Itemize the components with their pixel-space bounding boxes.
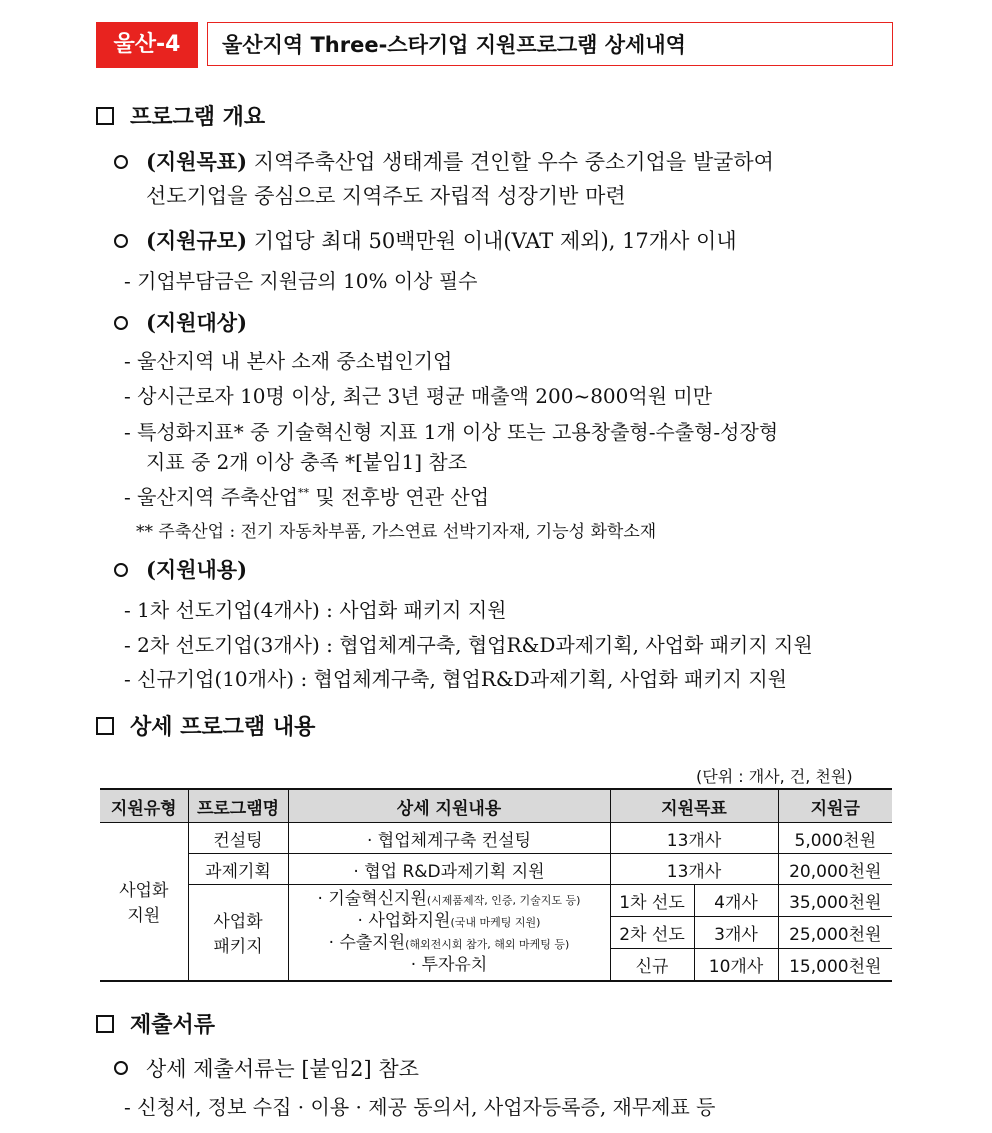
- detail-main: · 수출지원: [328, 933, 406, 954]
- circle-bullet-icon: [114, 234, 128, 248]
- content-text: 2차 선도기업(3개사) : 협업체계구축, 협업R&D과제기획, 사업화 패키지 지원: [137, 633, 813, 657]
- target-text: 상시근로자 10명 이상, 최근 3년 평균 매출액 200~800억원 미만: [137, 384, 713, 408]
- unit-note: (단위 : 개사, 건, 천원): [696, 767, 853, 786]
- count-cell: 3개사: [694, 917, 778, 949]
- section-tag: 울산-4: [96, 22, 198, 68]
- scale-line: [146, 225, 737, 255]
- col-header: 지원목표: [610, 789, 778, 823]
- col-header: 지원유형: [100, 789, 188, 823]
- stage-cell: 2차 선도: [610, 917, 694, 949]
- detail-sub: (시제품제작, 인증, 기술지도 등): [426, 894, 581, 908]
- documents-sub-item: - 신청서, 정보 수집 · 이용 · 제공 동의서, 사업자등록증, 재무제표 등: [124, 1095, 716, 1119]
- content-text: 신규기업(10개사) : 협업체계구축, 협업R&D과제기획, 사업화 패키지 지원: [137, 667, 787, 691]
- goal-line-2: 선도기업을 중심으로 지역주도 자립적 성장기반 마련: [146, 184, 626, 208]
- col-header: 상세 지원내용: [288, 789, 610, 823]
- scale-sub-item: - 기업부담금은 지원금의 10% 이상 필수: [124, 269, 478, 293]
- target-label: (지원대상): [146, 310, 248, 335]
- col-header: 프로그램명: [188, 789, 288, 823]
- package-detail-item: [289, 955, 610, 975]
- detail-heading-text: 상세 프로그램 내용: [130, 715, 316, 740]
- detail-sub: (해외전시회 참가, 해외 마케팅 등): [405, 938, 570, 952]
- documents-item: 상세 제출서류는 [붙임2] 참조: [146, 1057, 419, 1081]
- content-item: - 2차 선도기업(3개사) : 협업체계구축, 협업R&D과제기획, 사업화 패키지 지원: [124, 633, 813, 657]
- checkbox-square-icon: [96, 1015, 114, 1033]
- target-item: - 울산지역 내 본사 소재 중소법인기업: [124, 349, 453, 373]
- documents-heading-text: 제출서류: [130, 1013, 216, 1038]
- documents-heading: [96, 1008, 215, 1039]
- overview-heading: [96, 100, 265, 131]
- circle-bullet-icon: [114, 563, 128, 577]
- circle-bullet-icon: [114, 1061, 128, 1075]
- target-text: 특성화지표* 중 기술혁신형 지표 1개 이상 또는 고용창출형-수출형-성장형: [137, 420, 779, 444]
- target-cell: 13개사: [610, 823, 778, 854]
- page-title: 울산지역 Three-스타기업 지원프로그램 상세내역: [207, 22, 893, 66]
- detail-main: · 투자유치: [410, 955, 488, 976]
- scale-label: (지원규모): [146, 228, 248, 253]
- content-item: - 1차 선도기업(4개사) : 사업화 패키지 지원: [124, 598, 507, 622]
- table-row: [100, 854, 892, 885]
- type-cell: [100, 823, 188, 981]
- detail-sub: (국내 마케팅 지원): [450, 916, 541, 930]
- stage-cell: 신규: [610, 949, 694, 981]
- target-text: 및 전후방 연관 산업: [315, 485, 490, 509]
- amount-cell: 25,000천원: [778, 917, 892, 949]
- detail-heading: [96, 710, 315, 741]
- program-line: 사업화: [213, 912, 263, 933]
- type-line: 지원: [127, 906, 161, 927]
- goal-label: (지원목표): [146, 149, 248, 174]
- circle-bullet-icon: [114, 316, 128, 330]
- amount-cell: 20,000천원: [778, 854, 892, 885]
- target-cell: 13개사: [610, 854, 778, 885]
- package-detail-item: [289, 933, 610, 955]
- documents-sub-text: 신청서, 정보 수집 · 이용 · 제공 동의서, 사업자등록증, 재무제표 등: [137, 1095, 716, 1119]
- program-line: 패키지: [213, 937, 263, 958]
- amount-cell: 15,000천원: [778, 949, 892, 981]
- target-item: - 특성화지표* 중 기술혁신형 지표 1개 이상 또는 고용창출형-수출형-성장형: [124, 420, 779, 444]
- package-detail-cell: [288, 885, 610, 981]
- table-header-row: [100, 789, 892, 823]
- content-item: - 신규기업(10개사) : 협업체계구축, 협업R&D과제기획, 사업화 패키지 지원: [124, 667, 787, 691]
- footnote-mark: **: [298, 486, 310, 500]
- goal-text-1: 지역주축산업 생태계를 견인할 우수 중소기업을 발굴하여: [253, 150, 774, 174]
- count-cell: 4개사: [694, 885, 778, 917]
- package-detail-item: [289, 889, 610, 911]
- program-cell: [188, 885, 288, 981]
- content-text: 1차 선도기업(4개사) : 사업화 패키지 지원: [137, 598, 507, 622]
- circle-bullet-icon: [114, 155, 128, 169]
- scale-text: 기업당 최대 50백만원 이내(VAT 제외), 17개사 이내: [253, 229, 737, 253]
- detail-cell: · 협업체계구축 컨설팅: [288, 823, 610, 854]
- checkbox-square-icon: [96, 107, 114, 125]
- package-detail-item: [289, 911, 610, 933]
- program-cell: 컨설팅: [188, 823, 288, 854]
- col-header: 지원금: [778, 789, 892, 823]
- overview-heading-text: 프로그램 개요: [130, 105, 266, 130]
- detail-cell: · 협업 R&D과제기획 지원: [288, 854, 610, 885]
- target-note: ** 주축산업 : 전기 자동차부품, 가스연료 선박기자재, 기능성 화학소재: [136, 522, 657, 542]
- table-row: [100, 885, 892, 917]
- content-label: (지원내용): [146, 557, 248, 582]
- program-table: [100, 788, 892, 982]
- target-text: 울산지역 주축산업: [137, 485, 299, 509]
- stage-cell: 1차 선도: [610, 885, 694, 917]
- amount-cell: 35,000천원: [778, 885, 892, 917]
- target-continuation: 지표 중 2개 이상 충족 *[붙임1] 참조: [146, 450, 468, 474]
- detail-main: · 사업화지원: [357, 911, 451, 932]
- program-cell: 과제기획: [188, 854, 288, 885]
- goal-line-1: [146, 146, 774, 176]
- checkbox-square-icon: [96, 717, 114, 735]
- count-cell: 10개사: [694, 949, 778, 981]
- target-item: - 울산지역 주축산업** 및 전후방 연관 산업: [124, 485, 490, 509]
- type-line: 사업화: [119, 881, 169, 902]
- target-text: 울산지역 내 본사 소재 중소법인기업: [137, 349, 453, 373]
- scale-sub-text: 기업부담금은 지원금의 10% 이상 필수: [137, 269, 478, 293]
- target-item: - 상시근로자 10명 이상, 최근 3년 평균 매출액 200~800억원 미만: [124, 384, 713, 408]
- amount-cell: 5,000천원: [778, 823, 892, 854]
- table-row: [100, 823, 892, 854]
- detail-main: · 기술혁신지원: [317, 889, 427, 910]
